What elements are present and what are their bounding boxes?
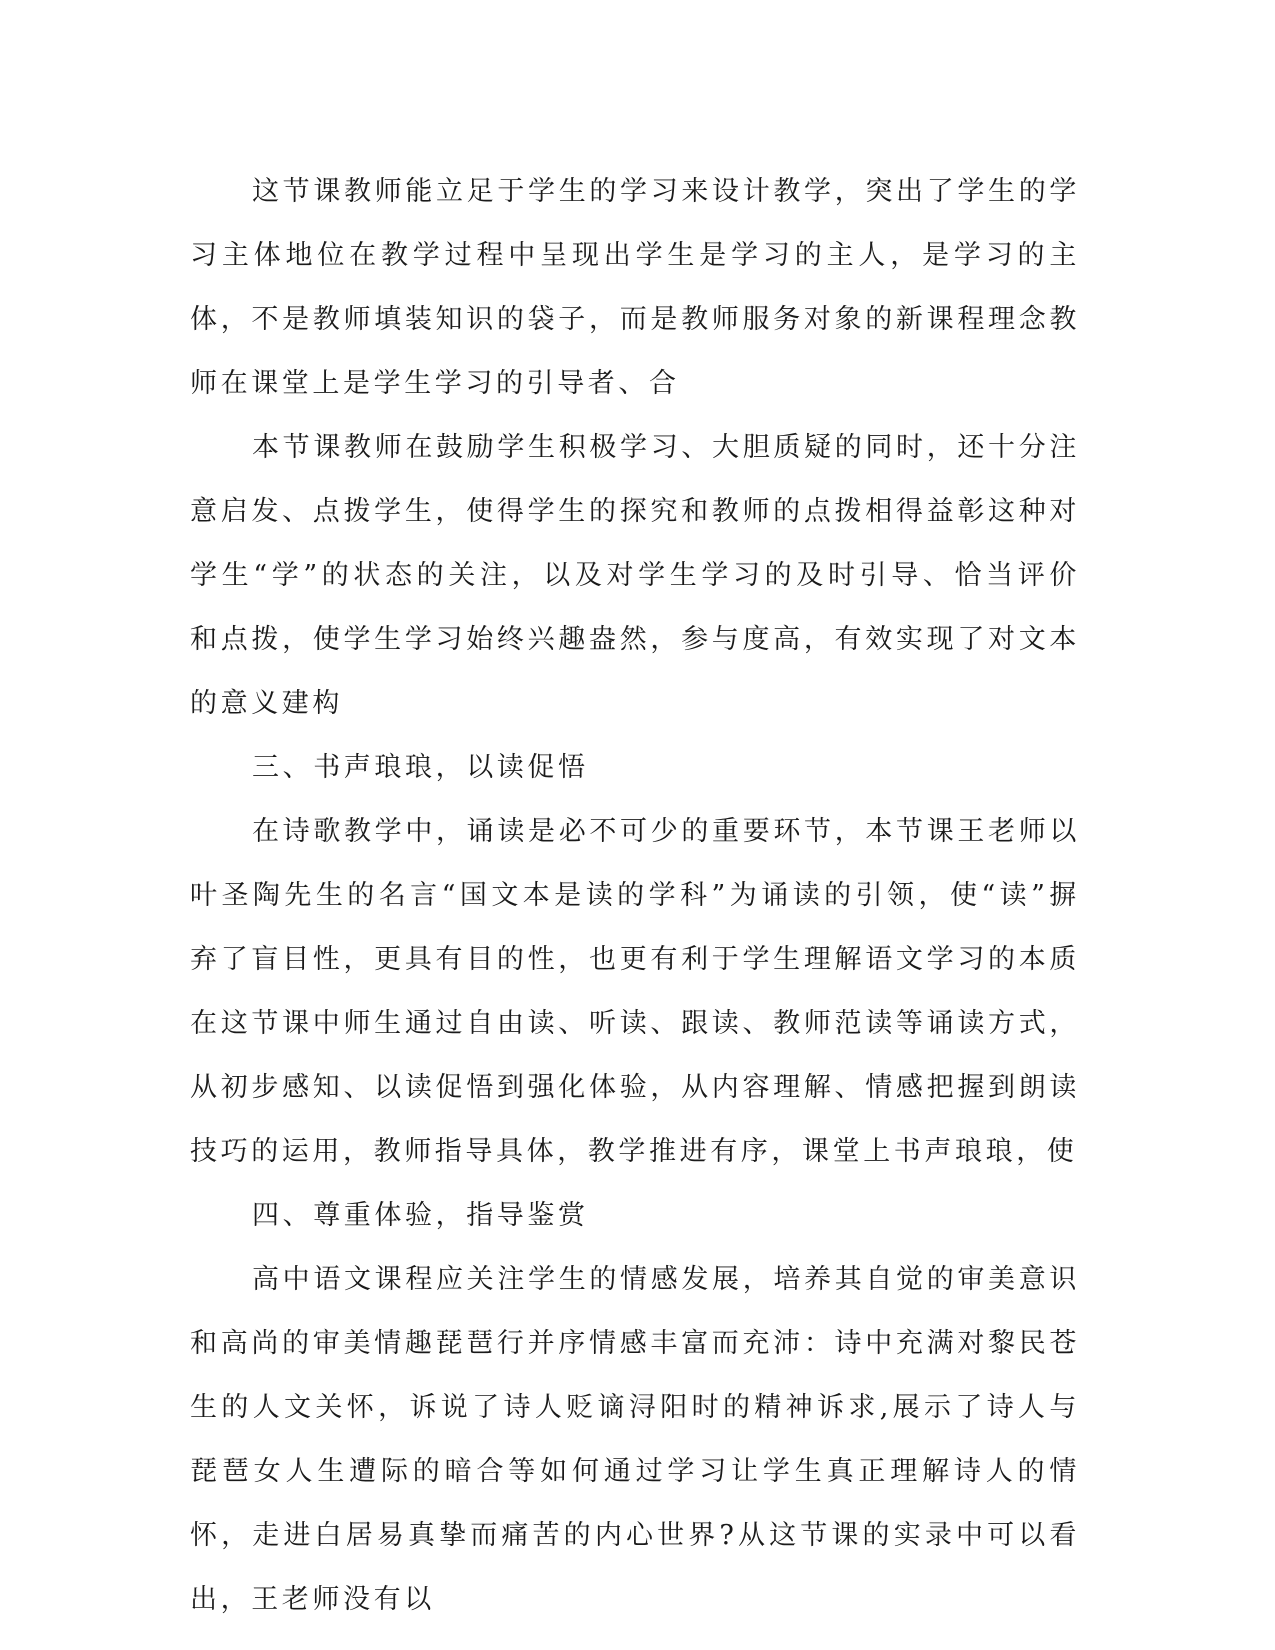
paragraph-encouragement: 本节课教师在鼓励学生积极学习、大胆质疑的同时，还十分注意启发、点拨学生，使得学生的探究和教师的点拨相得益彰这种对学生“学”的状态的关注，以及对学生学习的及时引导、恰当评价和点拨，使学生学习始终兴趣盎然，参与度高，有效实现了对文本的意义建构 xyxy=(190,432,1080,719)
paragraph-student-centered: 这节课教师能立足于学生的学习来设计教学，突出了学生的学习主体地位在教学过程中呈现出学生是学习的主人，是学习的主体，不是教师填装知识的袋子，而是教师服务对象的新课程理念教师在课堂上是学生学习的引导者、合 xyxy=(190,176,1080,399)
section-heading-reading: 三、书声琅琅，以读促悟 xyxy=(252,752,589,783)
section-heading-appreciation: 四、尊重体验，指导鉴赏 xyxy=(252,1200,589,1231)
paragraph-appreciation: 高中语文课程应关注学生的情感发展，培养其自觉的审美意识和高尚的审美情趣琵琶行并序情感丰富而充沛：诗中充满对黎民苍生的人文关怀，诉说了诗人贬谪浔阳时的精神诉求,展示了诗人与琵琶女人生遭际的暗合等如何通过学习让学生真正理解诗人的情怀，走进白居易真挚而痛苦的内心世界?从这节课的实录中可以看出，王老师没有以 xyxy=(190,1264,1080,1615)
paragraph-reading: 在诗歌教学中，诵读是必不可少的重要环节，本节课王老师以叶圣陶先生的名言“国文本是读的学科”为诵读的引领，使“读”摒弃了盲目性，更具有目的性，也更有利于学生理解语文学习的本质在这节课中师生通过自由读、听读、跟读、教师范读等诵读方式，从初步感知、以读促悟到强化体验，从内容理解、情感把握到朗读技巧的运用，教师指导具体，教学推进有序，课堂上书声琅琅，使 xyxy=(190,816,1080,1167)
document-body xyxy=(190,160,1080,1632)
